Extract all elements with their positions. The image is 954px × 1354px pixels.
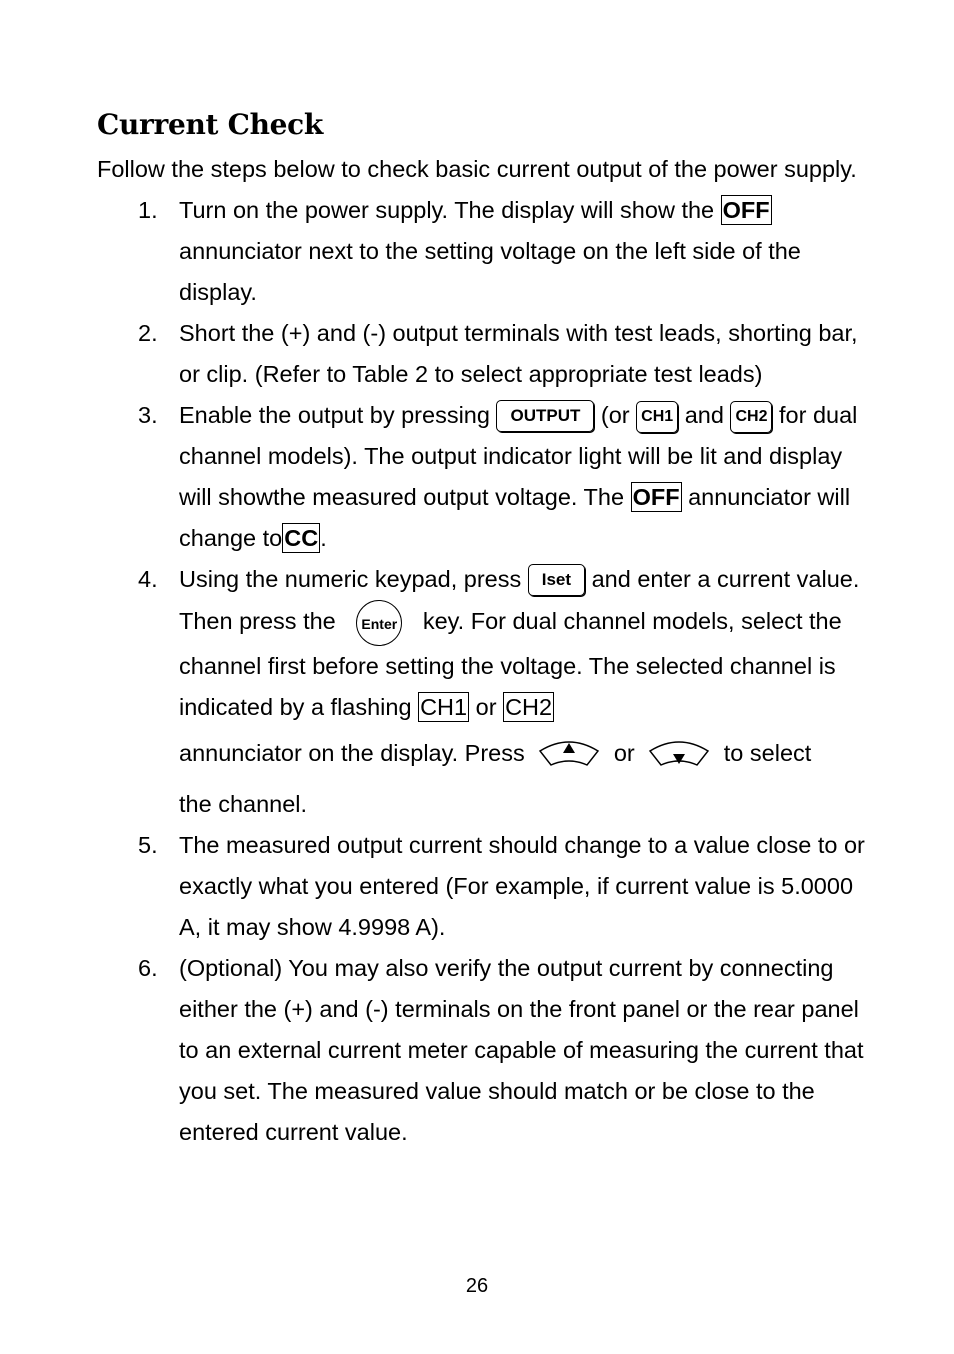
ch2-key: CH2 [730, 401, 772, 433]
cc-annunciator: CC [284, 525, 319, 551]
step-number: 6. [138, 955, 158, 981]
step-number: 2. [138, 320, 158, 346]
down-arrow-key-icon [647, 734, 711, 784]
step-text: or [475, 694, 497, 720]
off-annunciator: OFF [632, 484, 680, 510]
step-text: Using the numeric keypad, press [179, 566, 522, 592]
step-2 [97, 313, 872, 395]
step-text: Turn on the power supply. The display will show the [179, 197, 715, 223]
off-annunciator: OFF [722, 197, 770, 223]
step-text: and enter a current value. Then press the [179, 566, 860, 635]
step-number: 5. [138, 832, 158, 858]
step-number: 1. [138, 197, 158, 223]
steps-list [97, 190, 872, 1153]
output-key: OUTPUT [496, 400, 594, 432]
step-text: The measured output current should change to a value close to or exactly what you entered (For example, if current value is 5.0000 A, it may show 4.9998 A). [179, 832, 865, 940]
page-content [97, 108, 872, 1153]
ch1-key: CH1 [636, 401, 678, 433]
step-text: annunciator next to the setting voltage on the left side of the display. [179, 238, 801, 305]
step-text: Enable the output by pressing [179, 402, 490, 428]
intro-paragraph: Follow the steps below to check basic current output of the power supply. [97, 156, 857, 182]
step-text: annunciator will change to [179, 484, 851, 551]
up-arrow-key-icon [537, 734, 601, 784]
step-text: for dual channel models). The output indicator light will be lit and display will showthe measured output voltage. The [179, 402, 858, 510]
iset-key: Iset [528, 564, 585, 596]
enter-key: Enter [356, 600, 402, 646]
step-1 [97, 190, 872, 313]
step-4 [97, 559, 872, 825]
step-text: (or [600, 402, 630, 428]
step-number: 3. [138, 402, 158, 428]
step-6 [97, 948, 872, 1153]
ch1-annunciator: CH1 [420, 694, 468, 720]
step-text: . [320, 525, 327, 551]
ch2-annunciator: CH2 [505, 694, 553, 720]
step-text: key. For dual channel models, select the channel first before setting the voltage. The selected channel is indicated by a flashing [179, 608, 842, 720]
step-text: or [613, 740, 635, 766]
step-text: (Optional) You may also verify the output current by connecting either the (+) and (-) terminals on the front panel or the rear panel to an external current meter capable of measuring the current that you set. The measured value should match or be close to the entered current value. [179, 955, 864, 1145]
step-text: to select [723, 740, 812, 766]
step-text: and [684, 402, 724, 428]
page-number: 26 [465, 1275, 489, 1297]
step-3 [97, 395, 872, 559]
step-5 [97, 825, 872, 948]
section-heading: Current Check [97, 108, 324, 141]
step-text: the channel. [179, 791, 308, 817]
step-text: annunciator on the display. Press [179, 740, 525, 766]
step-text: Short the (+) and (-) output terminals with test leads, shorting bar, or clip. (Refer to Table 2 to select appropriate test leads) [179, 320, 858, 387]
step-number: 4. [138, 566, 158, 592]
